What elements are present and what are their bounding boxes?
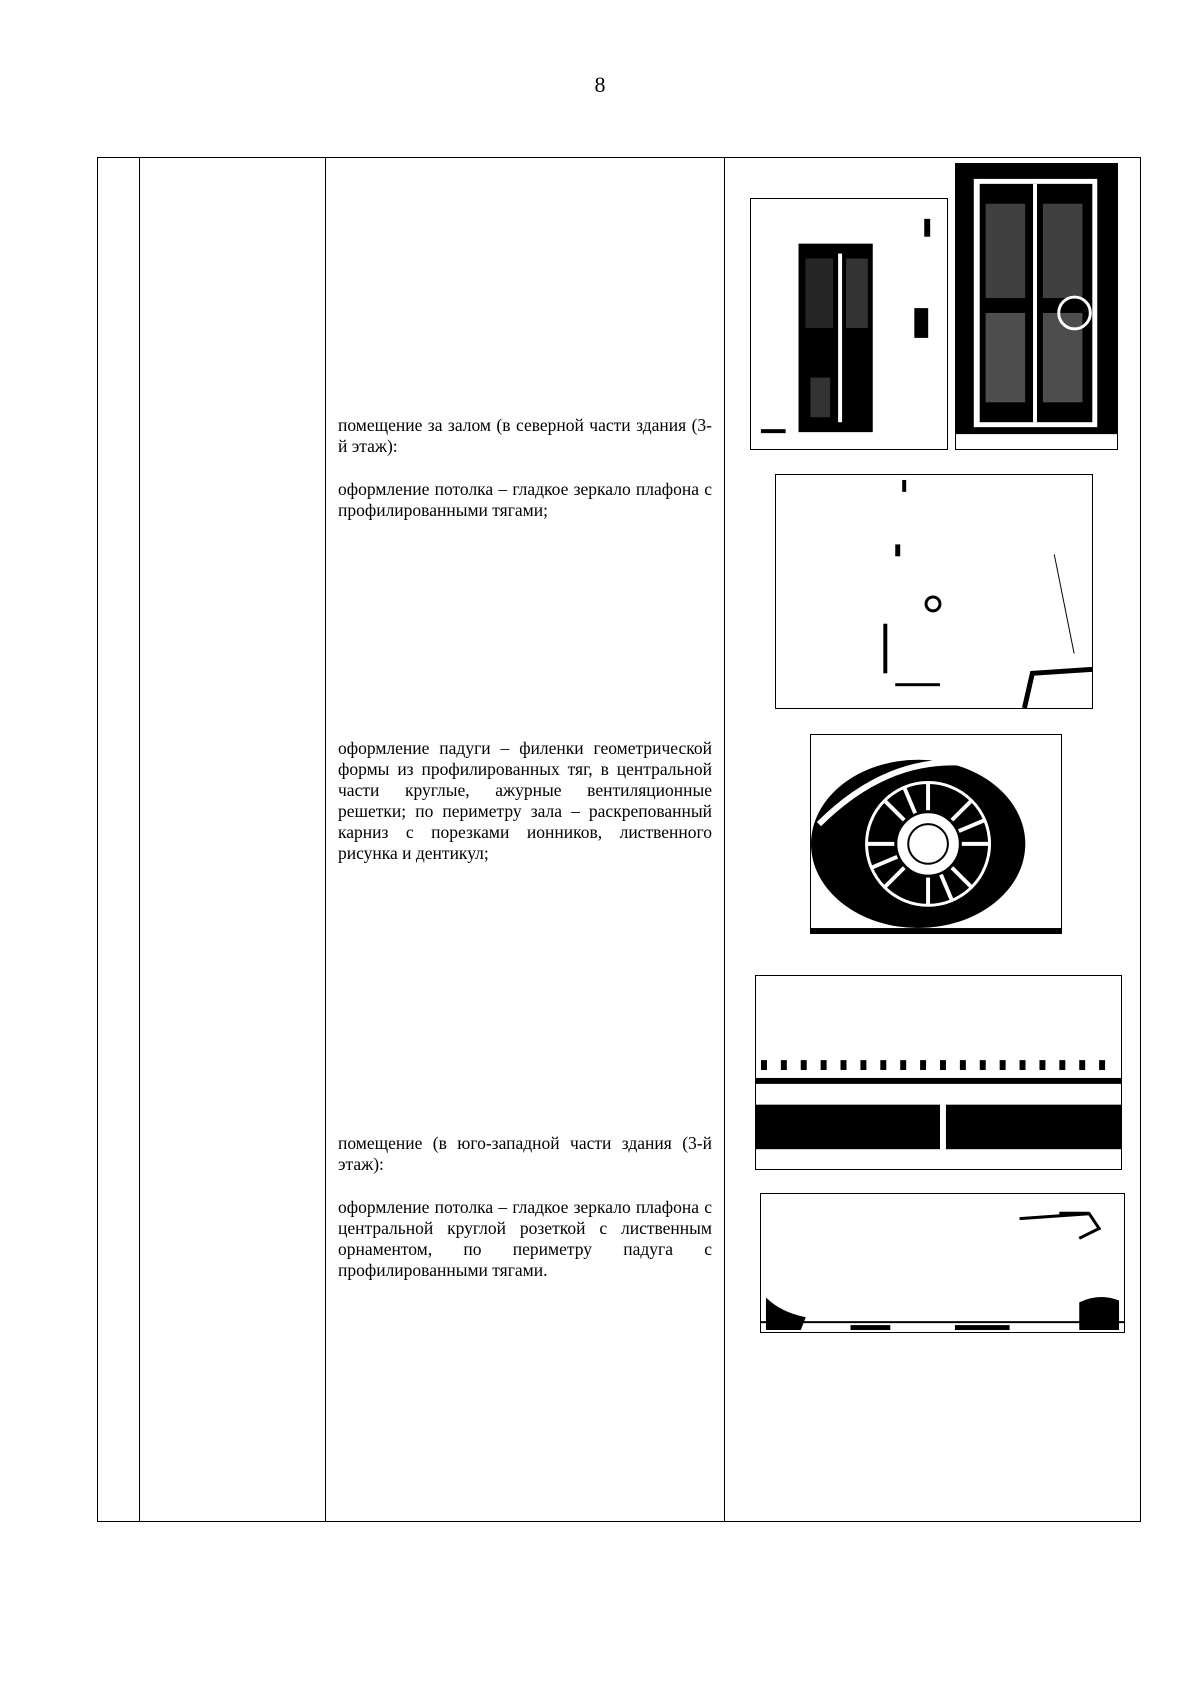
entry-description: оформление потолка – гладкое зеркало плафона с профилированными тягами; xyxy=(338,479,712,520)
entry-heading: помещение за залом (в северной части здания (3-й этаж): xyxy=(338,415,712,456)
ceiling-rosette-photo xyxy=(760,1193,1125,1333)
column-divider-1 xyxy=(139,157,140,1522)
entry-southwest-room xyxy=(338,1133,712,1281)
entry-north-room xyxy=(338,415,712,521)
page-number: 8 xyxy=(594,72,606,97)
door-photo xyxy=(750,198,948,450)
ceiling-photo xyxy=(775,474,1093,709)
cornice-photo xyxy=(755,975,1122,1170)
entry-heading: помещение (в юго-западной части здания (3-й этаж): xyxy=(338,1133,712,1174)
column-divider-3 xyxy=(724,157,725,1522)
column-divider-2 xyxy=(325,157,326,1522)
entry-paduga xyxy=(338,738,712,864)
ventilation-grille-photo xyxy=(810,734,1062,934)
entry-description: оформление падуги – филенки геометрической формы из профилированных тяг, в центральной части круглые, ажурные вентиляционные решетки; по периметру зала – раскрепованный карниз с порезками ионников, лиственного рисунка и дентикул; xyxy=(338,738,712,863)
ornate-door-photo xyxy=(955,163,1118,450)
entry-description: оформление потолка – гладкое зеркало плафона с центральной круглой розеткой с лиственным орнаментом, по периметру падуга с профилированными тягами. xyxy=(338,1197,712,1280)
